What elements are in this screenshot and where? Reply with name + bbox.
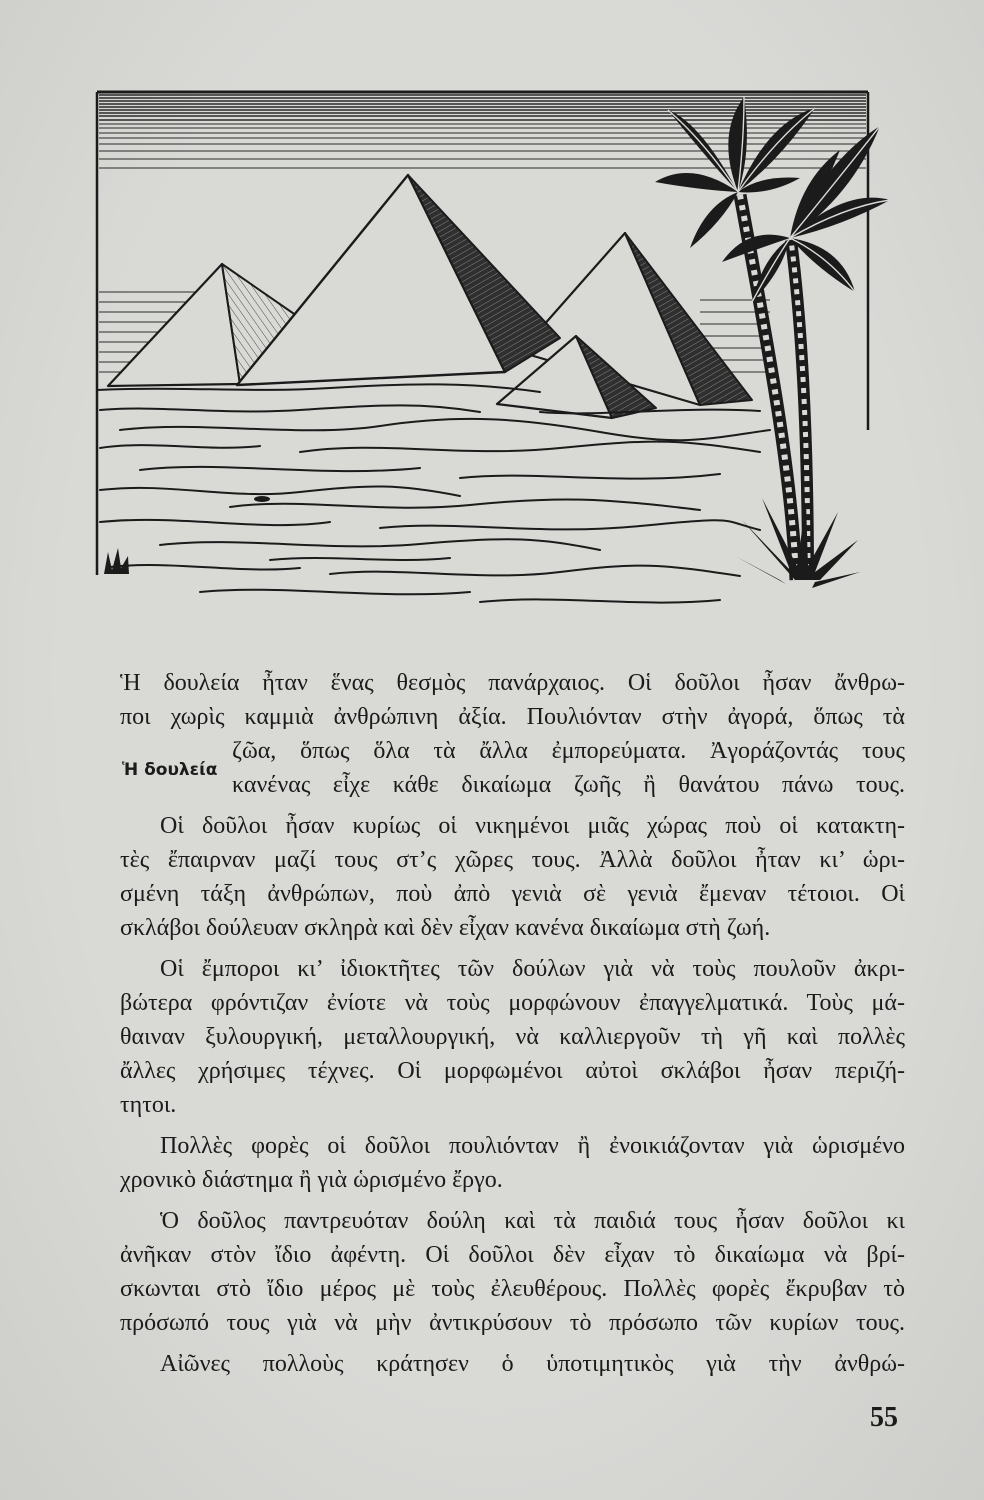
sand-ripple-line: [110, 565, 300, 570]
sand-ripple-line: [100, 405, 480, 412]
text-line: [120, 768, 905, 802]
pyramid-left-lit-face: [108, 264, 240, 386]
text-line: [120, 1163, 905, 1197]
text-line-content: ποι χωρὶς καμμιὰ ἀνθρώπινη ἀξία. Πουλιόνταν στὴν ἀγορά, ὅπως τὰ: [120, 704, 905, 730]
text-line-content: ἄλλες χρήσιμες τέχνες. Οἱ μορφωμένοι αὐτοὶ σκλάβοι ἦσαν περιζή-: [120, 1058, 905, 1084]
sand-ripple-line: [200, 590, 470, 595]
text-line-content: ζῶα, ὅπως ὅλα τὰ ἄλλα ἐμπορεύματα. Ἀγοράζοντάς τους: [232, 738, 905, 764]
text-line: [120, 911, 905, 945]
text-line-content: σκλάβοι δούλευαν σκληρὰ καὶ δὲν εἶχαν κανένα δικαίωμα στὴ ζωή.: [120, 915, 771, 941]
sand-ripple-line: [270, 558, 450, 560]
text-line: [120, 1306, 905, 1340]
sand-ripple-line: [330, 566, 740, 576]
sand-ripple-line: [380, 520, 760, 530]
page-number: 55: [870, 1402, 898, 1433]
grass-tuft: [104, 548, 129, 574]
paragraph: [120, 1204, 905, 1340]
text-line: [120, 666, 905, 700]
text-line: [120, 1272, 905, 1306]
text-line-content: κανένας εἶχε κάθε δικαίωμα ζωῆς ἢ θανάτου πάνω τους.: [232, 772, 905, 798]
text-line: [120, 1347, 905, 1381]
text-line: [120, 1129, 905, 1163]
text-line: [120, 1204, 905, 1238]
sand-ripple-line: [480, 599, 720, 602]
pyramids: [108, 175, 752, 418]
sand-ripple-line: [140, 467, 420, 471]
text-line: [120, 843, 905, 877]
text-line-content: Οἱ ἔμποροι κι’ ἰδιοκτῆτες τῶν δούλων γιὰ νὰ τοὺς πουλοῦν ἀκρι-: [160, 956, 905, 982]
sand-ripple-line: [460, 474, 720, 479]
text-line: [120, 1088, 905, 1122]
palm-frond: [690, 192, 738, 248]
sand-ripple-line: [100, 520, 330, 525]
text-line-content: πρόσωπό τους γιὰ νὰ μὴν ἀντικρύσουν τὸ πρόσωπο τῶν κυρίων τους.: [120, 1310, 905, 1336]
text-line-content: σκωνται στὸ ἴδιο μέρος μὲ τοὺς ἐλευθέρους. Πολλὲς φορὲς ἔκρυβαν τὸ: [120, 1276, 905, 1302]
text-line: [120, 952, 905, 986]
text-line-content: σμένη τάξη ἀνθρώπων, ποὺ ἀπὸ γενιὰ σὲ γενιὰ ἔμεναν τέτοιοι. Οἱ: [120, 881, 905, 907]
sand-ripple-line: [100, 486, 460, 496]
text-line-content: βώτερα φρόντιζαν ἐνίοτε νὰ τοὺς μορφώνουν ἐπαγγελματικά. Τοὺς μά-: [120, 990, 905, 1016]
sand-ripple-line: [230, 499, 700, 510]
text-line-content: θαιναν ξυλουργική, μεταλλουργική, νὰ καλλιεργοῦν τὴ γῆ καὶ πολλὲς: [120, 1024, 905, 1050]
text-line: [120, 700, 905, 734]
text-line: [120, 986, 905, 1020]
text-line-content: Ὁ δοῦλος παντρευόταν δούλη καὶ τὰ παιδιά τους ἦσαν δοῦλοι κι: [160, 1208, 905, 1234]
paragraph: [120, 1347, 905, 1381]
text-line-content: τὲς ἔπαιρναν μαζί τους στ’ς χῶρες τους. Ἀλλὰ δοῦλοι ἦταν κι’ ὡρι-: [120, 847, 905, 873]
sand-ripples: [97, 384, 770, 602]
sand-ripple-line: [120, 419, 770, 440]
text-line-content: τητοι.: [120, 1092, 177, 1118]
pyramids-and-palm-tree-illustration: [0, 0, 984, 640]
side-heading: Ἡ δουλεία: [122, 760, 218, 780]
text-line: [120, 1020, 905, 1054]
text-line-content: ἀνῆκαν στὸν ἴδιο ἀφέντη. Οἱ δοῦλοι δὲν εἶχαν τὸ δικαίωμα νὰ βρί-: [120, 1242, 905, 1268]
text-line: [120, 734, 905, 768]
text-line: [120, 877, 905, 911]
body-text: [120, 666, 905, 1381]
paragraph: [120, 666, 905, 802]
paragraph: [120, 809, 905, 945]
text-line: [120, 1238, 905, 1272]
sand-ripple-line: [100, 445, 260, 448]
paragraph: [120, 952, 905, 1122]
text-line-content: Ἡ δουλεία ἦταν ἕνας θεσμὸς πανάρχαιος. Οἱ δοῦλοι ἦσαν ἄνθρω-: [120, 670, 905, 696]
text-line-content: χρονικὸ διάστημα ἢ γιὰ ὡρισμένο ἔργο.: [120, 1167, 503, 1193]
text-line-content: Οἱ δοῦλοι ἦσαν κυρίως οἱ νικημένοι μιᾶς χώρας ποὺ οἱ κατακτη-: [160, 813, 905, 839]
text-line-content: Πολλὲς φορὲς οἱ δοῦλοι πουλιόνταν ἢ ἐνοικιάζονταν γιὰ ὡρισμένο: [160, 1133, 905, 1159]
text-line-content: Αἰῶνες πολλοὺς κράτησεν ὁ ὑποτιμητικὸς γιὰ τὴν ἀνθρώ-: [160, 1351, 905, 1377]
sand-ripple-line: [300, 442, 760, 452]
text-line: [120, 809, 905, 843]
sand-ripple-line: [160, 539, 600, 550]
boat-mark: [254, 496, 270, 502]
paragraph: [120, 1129, 905, 1197]
text-line: [120, 1054, 905, 1088]
